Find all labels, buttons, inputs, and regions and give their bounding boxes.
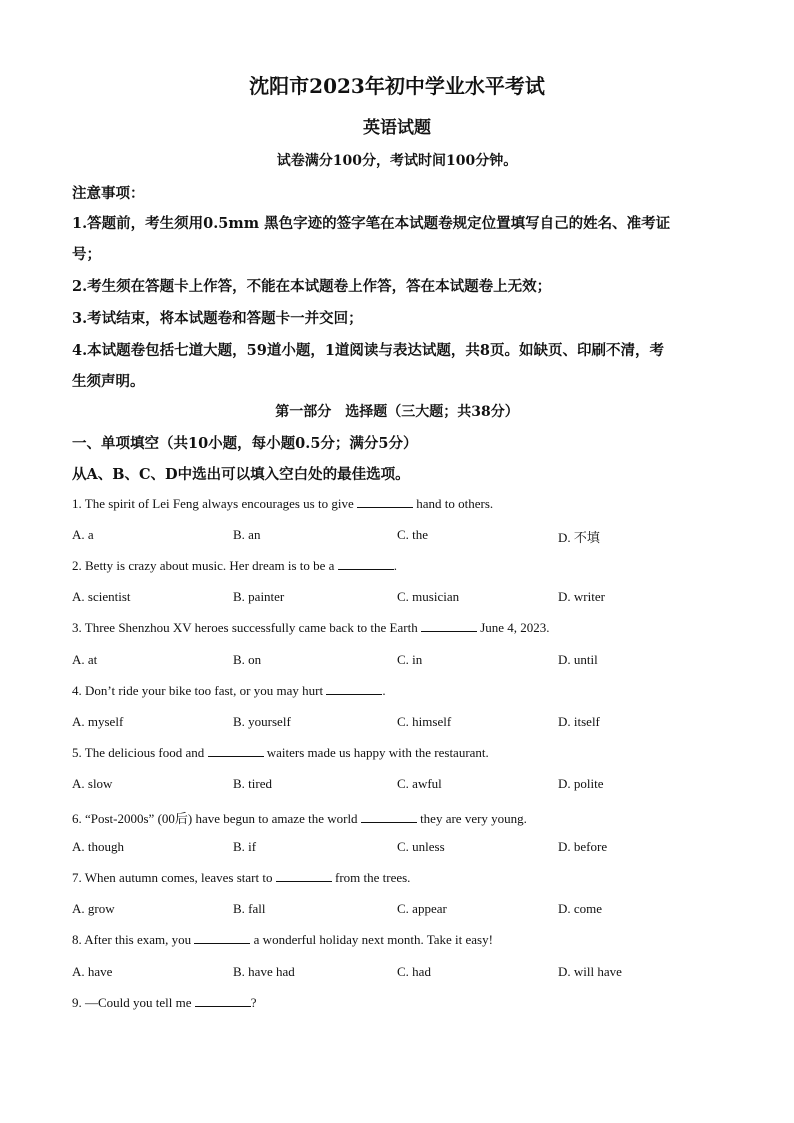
question-8 bbox=[72, 932, 493, 948]
question-text: 5. The delicious food and bbox=[72, 745, 208, 760]
option-b: B. an bbox=[233, 527, 261, 542]
answer-blank bbox=[421, 621, 477, 632]
note-line: 1.答题前，考生须用0.5mm 黑色字迹的签字笔在本试题卷规定位置填写自己的姓名、准考证 bbox=[72, 215, 671, 232]
option-a: A. scientist bbox=[72, 589, 131, 604]
option-c: C. unless bbox=[397, 839, 445, 854]
question-1 bbox=[72, 496, 493, 512]
question-text: 3. Three Shenzhou XV heroes successfully came back to the Earth bbox=[72, 620, 421, 635]
answer-blank bbox=[361, 812, 417, 823]
option-b: B. yourself bbox=[233, 714, 291, 729]
question-6 bbox=[72, 808, 527, 827]
option-c: C. himself bbox=[397, 714, 452, 729]
question-3 bbox=[72, 620, 550, 636]
option-b: B. tired bbox=[233, 776, 272, 791]
question-4 bbox=[72, 683, 386, 699]
note-line: 号； bbox=[72, 246, 101, 263]
option-c: C. had bbox=[397, 964, 431, 979]
option-a: A. myself bbox=[72, 714, 124, 729]
option-d: D. writer bbox=[558, 589, 605, 604]
question-text: waiters made us happy with the restaurant. bbox=[263, 745, 489, 760]
question-text: ? bbox=[250, 995, 257, 1010]
option-d: D. 不填 bbox=[558, 530, 600, 545]
option-d: D. itself bbox=[558, 714, 600, 729]
question-text: 8. After this exam, you bbox=[72, 932, 195, 947]
option-b: B. if bbox=[233, 839, 257, 854]
question-7 bbox=[72, 870, 410, 886]
question-5 bbox=[72, 745, 489, 761]
question-9 bbox=[72, 995, 257, 1011]
option-b: B. on bbox=[233, 652, 262, 667]
subject-title: 英语试题 bbox=[363, 118, 431, 138]
option-d: D. until bbox=[558, 652, 598, 667]
part-heading: 第一部分 选择题（三大题；共38分） bbox=[275, 404, 519, 420]
option-c: C. awful bbox=[397, 776, 442, 791]
answer-blank bbox=[338, 559, 394, 570]
option-d: D. come bbox=[558, 901, 603, 916]
question-text: from the trees. bbox=[331, 870, 411, 885]
answer-blank bbox=[195, 996, 251, 1007]
option-a: A. grow bbox=[72, 901, 115, 916]
answer-blank bbox=[357, 497, 413, 508]
option-d: D. will have bbox=[558, 964, 622, 979]
answer-blank bbox=[276, 871, 332, 882]
note-line: 生须声明。 bbox=[72, 373, 145, 390]
option-b: B. fall bbox=[233, 901, 266, 916]
answer-blank bbox=[208, 746, 264, 757]
question-text: 6. “Post-2000s” (00后) have begun to amaze the world bbox=[72, 811, 361, 826]
question-text: 7. When autumn comes, leaves start to bbox=[72, 870, 276, 885]
question-2 bbox=[72, 558, 397, 574]
question-text: 4. Don’t ride your bike too fast, or you may hurt bbox=[72, 683, 327, 698]
option-b: B. have had bbox=[233, 964, 295, 979]
option-d: D. before bbox=[558, 839, 608, 854]
option-a: A. slow bbox=[72, 776, 113, 791]
section-instruction: 从A、B、C、D中选出可以填入空白处的最佳选项。 bbox=[72, 466, 410, 483]
question-text: a wonderful holiday next month. Take it easy! bbox=[250, 932, 493, 947]
notes-heading: 注意事项： bbox=[72, 185, 145, 202]
question-text: . bbox=[393, 558, 397, 573]
question-text: 2. Betty is crazy about music. Her dream is to be a bbox=[72, 558, 338, 573]
question-text: 9. —Could you tell me bbox=[72, 995, 195, 1010]
option-c: C. in bbox=[397, 652, 423, 667]
exam-info: 试卷满分100分，考试时间100分钟。 bbox=[276, 153, 518, 169]
answer-blank bbox=[326, 684, 382, 695]
option-c: C. the bbox=[397, 527, 429, 542]
note-line: 2.考生须在答题卡上作答，不能在本试题卷上作答，答在本试题卷上无效； bbox=[72, 278, 552, 295]
option-d: D. polite bbox=[558, 776, 604, 791]
option-c: C. appear bbox=[397, 901, 447, 916]
option-c: C. musician bbox=[397, 589, 460, 604]
option-a: A. have bbox=[72, 964, 113, 979]
note-line: 4.本试题卷包括七道大题，59道小题，1道阅读与表达试题，共8页。如缺页、印刷不清，考 bbox=[72, 342, 664, 359]
answer-blank bbox=[194, 933, 250, 944]
exam-title: 沈阳市2023年初中学业水平考试 bbox=[249, 74, 545, 98]
option-a: A. at bbox=[72, 652, 98, 667]
question-text: 1. The spirit of Lei Feng always encourages us to give bbox=[72, 496, 357, 511]
question-text: June 4, 2023. bbox=[476, 620, 550, 635]
option-a: A. though bbox=[72, 839, 124, 854]
question-text: hand to others. bbox=[412, 496, 494, 511]
option-a: A. a bbox=[72, 527, 94, 542]
question-text: . bbox=[382, 683, 386, 698]
note-line: 3.考试结束，将本试题卷和答题卡一并交回； bbox=[72, 310, 363, 327]
section-heading: 一、单项填空（共10小题，每小题0.5分；满分5分） bbox=[72, 435, 418, 452]
option-b: B. painter bbox=[233, 589, 285, 604]
question-text: they are very young. bbox=[416, 811, 527, 826]
